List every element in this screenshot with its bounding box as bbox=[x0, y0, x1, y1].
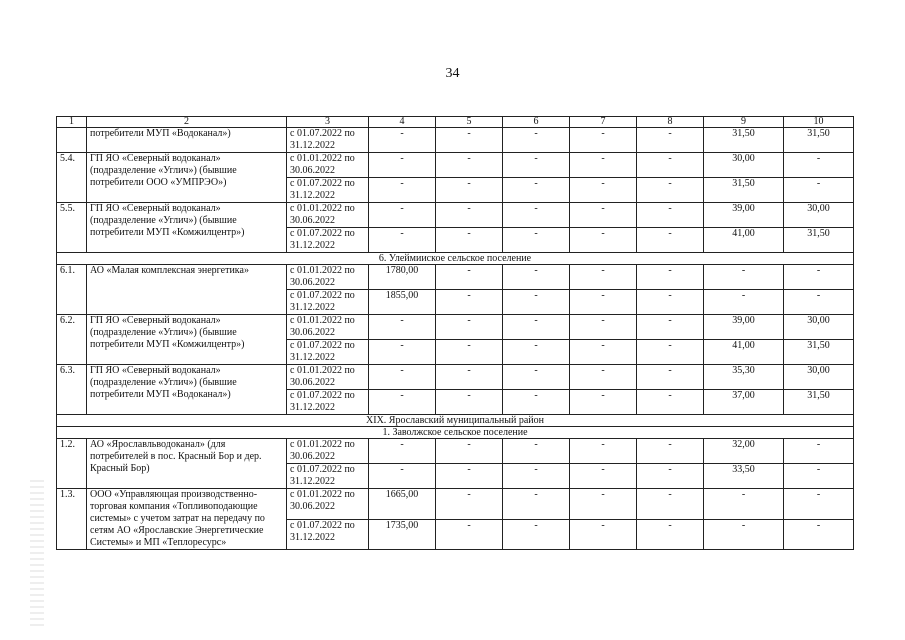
value-cell: - bbox=[503, 153, 570, 178]
value-cell: - bbox=[704, 519, 784, 550]
value-cell: 31,50 bbox=[784, 228, 854, 253]
value-cell: - bbox=[637, 178, 704, 203]
value-cell: - bbox=[503, 390, 570, 415]
value-cell: - bbox=[503, 228, 570, 253]
section-row bbox=[57, 253, 854, 265]
period-cell: с 01.07.2022 по 31.12.2022 bbox=[287, 390, 369, 415]
value-cell: 1780,00 bbox=[369, 265, 436, 290]
table-row bbox=[57, 128, 854, 153]
value-cell: - bbox=[369, 439, 436, 464]
value-cell: 39,00 bbox=[704, 315, 784, 340]
value-cell: - bbox=[436, 228, 503, 253]
value-cell: 39,00 bbox=[704, 203, 784, 228]
value-cell: - bbox=[637, 390, 704, 415]
section-title: 1. Заволжское сельское поселение bbox=[57, 427, 854, 439]
value-cell: - bbox=[570, 178, 637, 203]
value-cell: 31,50 bbox=[784, 128, 854, 153]
value-cell: - bbox=[637, 290, 704, 315]
value-cell: - bbox=[637, 153, 704, 178]
section-row bbox=[57, 427, 854, 439]
period-cell: с 01.07.2022 по 31.12.2022 bbox=[287, 228, 369, 253]
value-cell: - bbox=[503, 340, 570, 365]
value-cell: - bbox=[436, 203, 503, 228]
organization-name: ГП ЯО «Северный водоканал» (подразделение «Углич») (бывшие потребители МУП «Водоканал») bbox=[87, 365, 287, 415]
value-cell: - bbox=[570, 228, 637, 253]
value-cell: - bbox=[704, 290, 784, 315]
value-cell: - bbox=[503, 464, 570, 489]
column-header: 3 bbox=[287, 117, 369, 128]
value-cell: - bbox=[704, 489, 784, 520]
value-cell: - bbox=[784, 178, 854, 203]
value-cell: - bbox=[436, 265, 503, 290]
value-cell: - bbox=[369, 315, 436, 340]
period-cell: с 01.01.2022 по 30.06.2022 bbox=[287, 489, 369, 520]
value-cell: 31,50 bbox=[704, 128, 784, 153]
value-cell: - bbox=[436, 489, 503, 520]
page-number: 34 bbox=[445, 66, 460, 81]
period-cell: с 01.01.2022 по 30.06.2022 bbox=[287, 439, 369, 464]
period-cell: с 01.01.2022 по 30.06.2022 bbox=[287, 365, 369, 390]
value-cell: - bbox=[436, 365, 503, 390]
table-row bbox=[57, 439, 854, 464]
value-cell: - bbox=[570, 365, 637, 390]
value-cell: - bbox=[369, 128, 436, 153]
value-cell: 1855,00 bbox=[369, 290, 436, 315]
value-cell: - bbox=[503, 128, 570, 153]
value-cell: - bbox=[369, 464, 436, 489]
section-title: XIX. Ярославский муниципальный район bbox=[57, 415, 854, 427]
value-cell: 31,50 bbox=[784, 390, 854, 415]
column-header: 8 bbox=[637, 117, 704, 128]
value-cell: - bbox=[637, 315, 704, 340]
value-cell: - bbox=[369, 340, 436, 365]
value-cell: - bbox=[369, 365, 436, 390]
value-cell: - bbox=[436, 128, 503, 153]
organization-name: ГП ЯО «Северный водоканал» (подразделение «Углич») (бывшие потребители МУП «Комжилцентр») bbox=[87, 203, 287, 253]
value-cell: - bbox=[637, 464, 704, 489]
column-header: 5 bbox=[436, 117, 503, 128]
value-cell: - bbox=[503, 439, 570, 464]
value-cell: - bbox=[436, 464, 503, 489]
value-cell: 30,00 bbox=[784, 315, 854, 340]
period-cell: с 01.01.2022 по 30.06.2022 bbox=[287, 153, 369, 178]
organization-name: ООО «Управляющая производственно-торговая компания «Топливоподающие системы» с учетом затрат на передачу по сетям АО «Ярославские Энергетические Системы» и МП «Теплоресурс» bbox=[87, 489, 287, 550]
scan-margin-marks bbox=[30, 480, 44, 630]
period-cell: с 01.07.2022 по 31.12.2022 bbox=[287, 340, 369, 365]
value-cell: 41,00 bbox=[704, 340, 784, 365]
row-number: 6.3. bbox=[57, 365, 87, 415]
organization-name: ГП ЯО «Северный водоканал» (подразделение «Углич») (бывшие потребители ООО «УМПРЭО») bbox=[87, 153, 287, 203]
period-cell: с 01.01.2022 по 30.06.2022 bbox=[287, 315, 369, 340]
period-cell: с 01.07.2022 по 31.12.2022 bbox=[287, 178, 369, 203]
value-cell: 1735,00 bbox=[369, 519, 436, 550]
table-row bbox=[57, 265, 854, 290]
value-cell: - bbox=[637, 519, 704, 550]
value-cell: - bbox=[436, 178, 503, 203]
value-cell: - bbox=[436, 390, 503, 415]
column-header: 9 bbox=[704, 117, 784, 128]
column-header: 7 bbox=[570, 117, 637, 128]
value-cell: - bbox=[570, 439, 637, 464]
value-cell: 35,30 bbox=[704, 365, 784, 390]
row-number: 1.3. bbox=[57, 489, 87, 550]
table-row bbox=[57, 365, 854, 390]
column-number-row bbox=[57, 117, 854, 128]
value-cell: - bbox=[784, 519, 854, 550]
value-cell: - bbox=[503, 365, 570, 390]
column-header: 2 bbox=[87, 117, 287, 128]
value-cell: - bbox=[570, 464, 637, 489]
value-cell: - bbox=[784, 153, 854, 178]
row-number: 1.2. bbox=[57, 439, 87, 489]
value-cell: 30,00 bbox=[784, 203, 854, 228]
value-cell: - bbox=[784, 290, 854, 315]
value-cell: - bbox=[436, 340, 503, 365]
value-cell: - bbox=[637, 265, 704, 290]
value-cell: - bbox=[570, 315, 637, 340]
column-header: 10 bbox=[784, 117, 854, 128]
value-cell: - bbox=[369, 390, 436, 415]
value-cell: - bbox=[570, 340, 637, 365]
value-cell: 33,50 bbox=[704, 464, 784, 489]
value-cell: 30,00 bbox=[704, 153, 784, 178]
value-cell: - bbox=[369, 228, 436, 253]
table-row bbox=[57, 153, 854, 178]
value-cell: - bbox=[637, 439, 704, 464]
value-cell: 30,00 bbox=[784, 365, 854, 390]
value-cell: - bbox=[784, 464, 854, 489]
value-cell: - bbox=[436, 153, 503, 178]
value-cell: - bbox=[369, 203, 436, 228]
value-cell: - bbox=[637, 228, 704, 253]
value-cell: - bbox=[637, 128, 704, 153]
period-cell: с 01.01.2022 по 30.06.2022 bbox=[287, 203, 369, 228]
tariff-table bbox=[56, 116, 854, 550]
value-cell: 32,00 bbox=[704, 439, 784, 464]
value-cell: - bbox=[784, 439, 854, 464]
value-cell: - bbox=[436, 519, 503, 550]
organization-name: ГП ЯО «Северный водоканал» (подразделение «Углич») (бывшие потребители МУП «Комжилцентр») bbox=[87, 315, 287, 365]
row-number: 6.1. bbox=[57, 265, 87, 315]
value-cell: - bbox=[570, 128, 637, 153]
organization-name: АО «Малая комплексная энергетика» bbox=[87, 265, 287, 315]
value-cell: - bbox=[570, 489, 637, 520]
value-cell: - bbox=[570, 290, 637, 315]
period-cell: с 01.07.2022 по 31.12.2022 bbox=[287, 290, 369, 315]
row-number: 5.4. bbox=[57, 153, 87, 203]
value-cell: - bbox=[436, 290, 503, 315]
organization-name: АО «Ярославльводоканал» (для потребителей в пос. Красный Бор и дер. Красный Бор) bbox=[87, 439, 287, 489]
value-cell: - bbox=[503, 315, 570, 340]
value-cell: - bbox=[436, 315, 503, 340]
value-cell: 37,00 bbox=[704, 390, 784, 415]
value-cell: 1665,00 bbox=[369, 489, 436, 520]
value-cell: 31,50 bbox=[784, 340, 854, 365]
value-cell: - bbox=[570, 203, 637, 228]
value-cell: - bbox=[570, 519, 637, 550]
table-row bbox=[57, 489, 854, 520]
row-number bbox=[57, 128, 87, 153]
period-cell: с 01.07.2022 по 31.12.2022 bbox=[287, 464, 369, 489]
column-header: 4 bbox=[369, 117, 436, 128]
value-cell: 41,00 bbox=[704, 228, 784, 253]
value-cell: - bbox=[637, 203, 704, 228]
column-header: 6 bbox=[503, 117, 570, 128]
value-cell: - bbox=[503, 489, 570, 520]
organization-name: потребители МУП «Водоканал») bbox=[87, 128, 287, 153]
value-cell: - bbox=[503, 519, 570, 550]
value-cell: - bbox=[503, 178, 570, 203]
value-cell: - bbox=[570, 265, 637, 290]
value-cell: - bbox=[784, 489, 854, 520]
value-cell: - bbox=[637, 489, 704, 520]
value-cell: - bbox=[369, 153, 436, 178]
table-row bbox=[57, 203, 854, 228]
period-cell: с 01.01.2022 по 30.06.2022 bbox=[287, 265, 369, 290]
value-cell: - bbox=[570, 390, 637, 415]
table-row bbox=[57, 315, 854, 340]
period-cell: с 01.07.2022 по 31.12.2022 bbox=[287, 519, 369, 550]
row-number: 6.2. bbox=[57, 315, 87, 365]
value-cell: - bbox=[570, 153, 637, 178]
value-cell: - bbox=[503, 203, 570, 228]
value-cell: - bbox=[784, 265, 854, 290]
value-cell: - bbox=[369, 178, 436, 203]
value-cell: - bbox=[436, 439, 503, 464]
row-number: 5.5. bbox=[57, 203, 87, 253]
value-cell: - bbox=[704, 265, 784, 290]
period-cell: с 01.07.2022 по 31.12.2022 bbox=[287, 128, 369, 153]
section-row bbox=[57, 415, 854, 427]
value-cell: - bbox=[503, 290, 570, 315]
value-cell: - bbox=[637, 340, 704, 365]
column-header: 1 bbox=[57, 117, 87, 128]
value-cell: - bbox=[503, 265, 570, 290]
table-body bbox=[57, 128, 854, 550]
value-cell: 31,50 bbox=[704, 178, 784, 203]
section-title: 6. Улеймииское сельское поселение bbox=[57, 253, 854, 265]
value-cell: - bbox=[637, 365, 704, 390]
